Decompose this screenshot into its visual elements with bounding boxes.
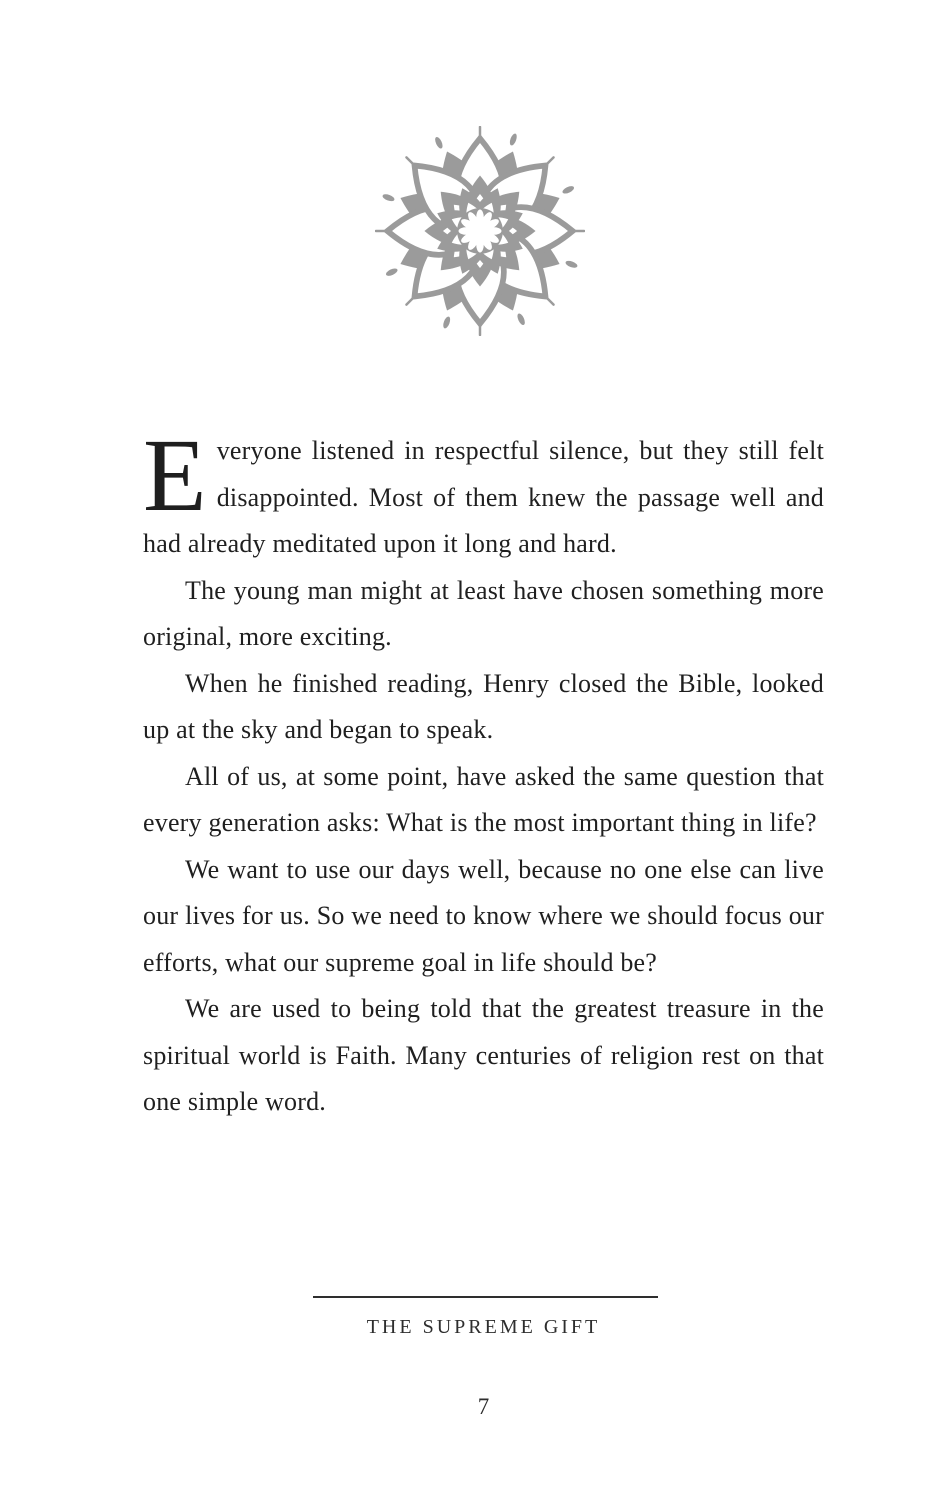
paragraph-text: veryone listened in respectful silence, but they still felt disappointed. Most of them knew the passage well and had already meditated upon it long and hard. [143,436,824,558]
paragraph: All of us, at some point, have asked the same question that every generation asks: What is the most important thing in life? [143,761,824,837]
drop-cap: E [143,418,207,533]
chapter-title: THE SUPREME GIFT [366,1316,601,1338]
paragraph: When he finished reading, Henry closed the Bible, looked up at the sky and began to speak. [143,668,824,744]
footer-rule [313,1296,658,1298]
body-text [143,418,824,1126]
paragraph: We are used to being told that the greatest treasure in the spiritual world is Faith. Many centuries of religion rest on that one simple word. [143,994,824,1116]
paragraph: The young man might at least have chosen something more original, more exciting. [143,575,824,651]
paragraph: We want to use our days well, because no one else can live our lives for us. So we need to know where we should focus our efforts, what our supreme goal in life should be? [143,854,824,977]
page-number: 7 [477,1394,490,1419]
paragraph [143,418,824,568]
flower-mandala-icon [375,126,585,336]
